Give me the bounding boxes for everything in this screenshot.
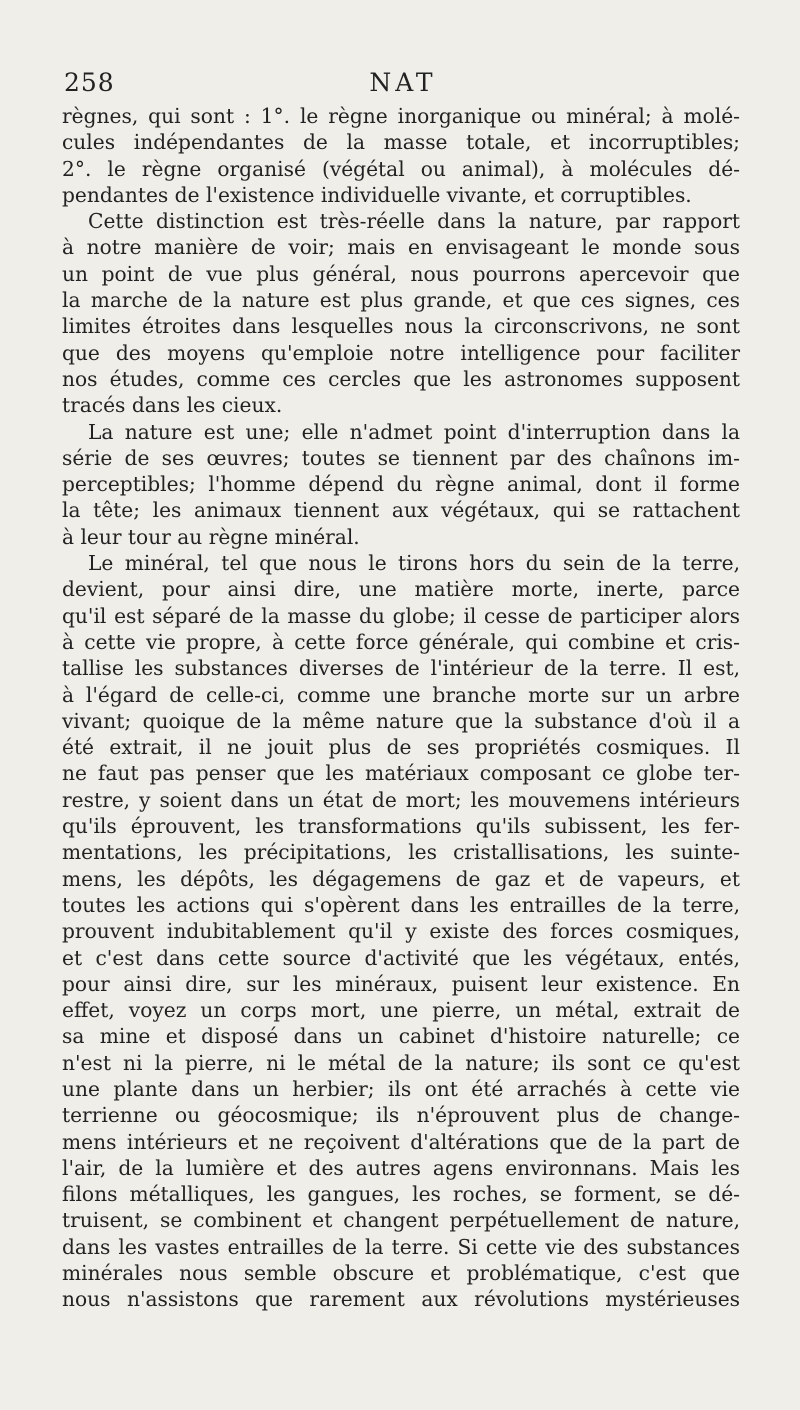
text-line: la tête; les animaux tiennent aux végétaux, qui se rattachent — [62, 498, 740, 523]
text-line: un point de vue plus général, nous pourrons apercevoir que — [62, 261, 740, 286]
text-line: La nature est une; elle n'admet point d'interruption dans la — [88, 419, 740, 444]
text-line: restre, y soient dans un état de mort; les mouvemens intérieurs — [62, 787, 740, 812]
page-number: 258 — [64, 68, 115, 97]
text-line: à l'égard de celle-ci, comme une branche morte sur un arbre — [62, 682, 740, 707]
text-line: cules indépendantes de la masse totale, et incorruptibles; — [62, 130, 740, 155]
text-line: tracés dans les cieux. — [62, 393, 283, 418]
text-line: perceptibles; l'homme dépend du règne animal, dont il forme — [62, 472, 740, 497]
text-line: été extrait, il ne jouit plus de ses propriétés cosmiques. Il — [62, 735, 740, 760]
text-line: pour ainsi dire, sur les minéraux, puisent leur existence. En — [62, 971, 740, 996]
text-line: minérales nous semble obscure et problématique, c'est que — [62, 1261, 740, 1286]
text-line: que des moyens qu'emploie notre intelligence pour faciliter — [62, 340, 740, 365]
text-line: l'air, de la lumière et des autres agens environnans. Mais les — [62, 1155, 740, 1180]
text-line: 2°. le règne organisé (végétal ou animal), à molécules dé- — [62, 156, 740, 181]
text-line: truisent, se combinent et changent perpétuellement de nature, — [62, 1208, 740, 1233]
running-head: NAT — [369, 68, 437, 97]
text-line: mentations, les précipitations, les cristallisations, les suinte- — [62, 840, 740, 865]
text-line: toutes les actions qui s'opèrent dans les entrailles de la terre, — [62, 892, 740, 917]
text-line: à notre manière de voir; mais en envisageant le monde sous — [62, 235, 740, 260]
text-line: tallise les substances diverses de l'intérieur de la terre. Il est, — [62, 656, 740, 681]
text-line: série de ses œuvres; toutes se tiennent par des chaînons im- — [62, 445, 740, 470]
text-line: qu'il est séparé de la masse du globe; il cesse de participer alors — [62, 603, 740, 628]
text-line: mens, les dépôts, les dégagemens de gaz et de vapeurs, et — [62, 866, 740, 891]
text-line: nos études, comme ces cercles que les astronomes supposent — [62, 366, 740, 391]
text-line: la marche de la nature est plus grande, et que ces signes, ces — [62, 288, 740, 313]
text-line: Le minéral, tel que nous le tirons hors du sein de la terre, — [88, 551, 740, 576]
text-line: n'est ni la pierre, ni le métal de la nature; ils sont ce qu'est — [62, 1050, 740, 1075]
text-line: nous n'assistons que rarement aux révolutions mystérieuses — [62, 1287, 740, 1312]
text-line: mens intérieurs et ne reçoivent d'altérations que de la part de — [62, 1129, 740, 1154]
text-line: règnes, qui sont : 1°. le règne inorganique ou minéral; à molé- — [62, 104, 740, 128]
text-line: dans les vastes entrailles de la terre. Si cette vie des substances — [62, 1234, 740, 1259]
text-line: terrienne ou géocosmique; ils n'éprouvent plus de change- — [62, 1103, 740, 1128]
text-line: pendantes de l'existence individuelle vivante, et corruptibles. — [62, 182, 692, 207]
text-line: une plante dans un herbier; ils ont été arrachés à cette vie — [62, 1076, 740, 1101]
text-line: Cette distinction est très-réelle dans la nature, par rapport — [88, 209, 740, 234]
text-line: et c'est dans cette source d'activité que les végétaux, entés, — [62, 945, 740, 970]
text-line: qu'ils éprouvent, les transformations qu'ils subissent, les fer- — [62, 814, 740, 839]
text-line: à cette vie propre, à cette force générale, qui combine et cris- — [62, 629, 740, 654]
text-line: à leur tour au règne minéral. — [62, 524, 360, 549]
page-header — [64, 68, 742, 102]
text-line: limites étroites dans lesquelles nous la circonscrivons, ne sont — [62, 314, 740, 339]
text-line: prouvent indubitablement qu'il y existe des forces cosmiques, — [62, 919, 740, 944]
body-text — [62, 103, 740, 1313]
text-line: devient, pour ainsi dire, une matière morte, inerte, parce — [62, 577, 740, 602]
text-line: sa mine et disposé dans un cabinet d'histoire naturelle; ce — [62, 1024, 740, 1049]
text-line: vivant; quoique de la même nature que la substance d'où il a — [62, 708, 740, 733]
text-line: filons métalliques, les gangues, les roches, se forment, se dé- — [62, 1182, 740, 1207]
text-line: ne faut pas penser que les matériaux composant ce globe ter- — [62, 761, 740, 786]
text-line: effet, voyez un corps mort, une pierre, un métal, extrait de — [62, 998, 740, 1023]
